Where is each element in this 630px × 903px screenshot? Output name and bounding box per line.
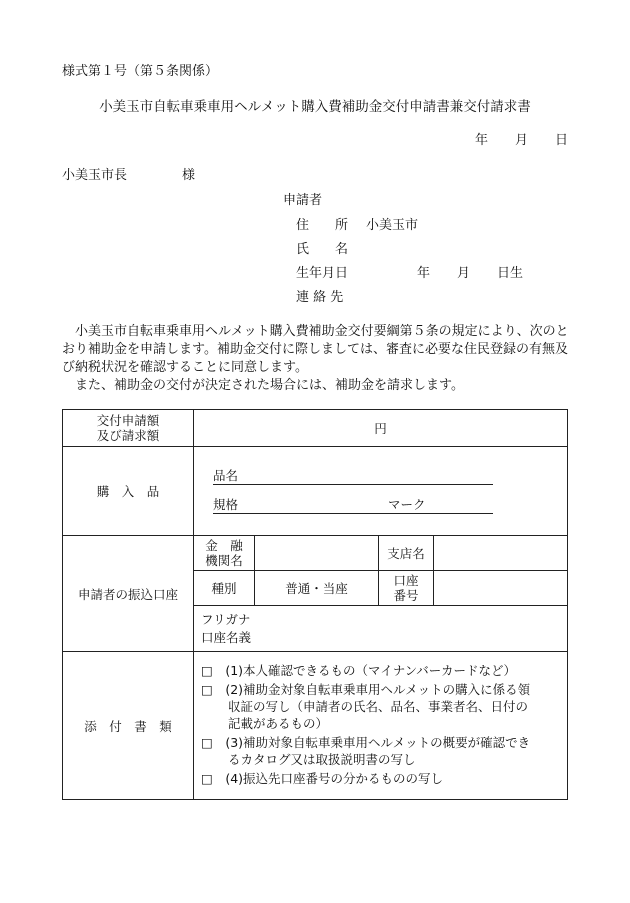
date-month: 月 (515, 133, 529, 148)
checkbox-4[interactable]: □ (201, 771, 213, 786)
bank-label-cell (194, 536, 255, 571)
attachments-list (194, 652, 568, 800)
attachment-4-text: (4)振込先口座番号の分かるものの写し (225, 771, 444, 786)
attachment-2-text-c: 記載があるもの） (228, 716, 329, 731)
bank-label-2: 機関名 (205, 553, 243, 568)
attachment-3-text-a: (3)補助対象自転車乗車用ヘルメットの概要が確認でき (225, 735, 531, 750)
spec-label: 規格 (213, 497, 239, 512)
branch-input[interactable] (434, 536, 568, 571)
checkbox-2[interactable]: □ (201, 682, 213, 697)
purchase-details-cell (194, 447, 568, 536)
attachment-2-text-a: (2)補助金対象自転車乗車用ヘルメットの購入に係る領 (225, 682, 531, 697)
checkbox-3[interactable]: □ (201, 735, 213, 750)
amount-input-cell[interactable] (194, 410, 568, 447)
attachment-1-text: (1)本人確認できるもの（マイナンバーカードなど） (225, 663, 517, 678)
amount-row (63, 410, 568, 447)
type-label: 種別 (194, 571, 255, 606)
addressee-name: 小美玉市長 (62, 168, 128, 183)
contact-label: 連 絡 先 (296, 290, 344, 305)
type-value[interactable]: 普通・当座 (255, 571, 379, 606)
address-label: 住 所 (296, 218, 349, 233)
attachment-item-3 (201, 734, 563, 768)
addressee-honorific: 様 (182, 168, 196, 183)
holder-label: 口座名義 (201, 629, 252, 645)
attachment-item-4 (201, 770, 563, 787)
spec-field[interactable] (213, 497, 493, 514)
checkbox-1[interactable]: □ (201, 663, 213, 678)
body-text (62, 323, 572, 395)
birth-month: 月 (457, 266, 471, 281)
item-name-field[interactable] (213, 468, 493, 485)
birth-label: 生年月日 (296, 266, 349, 281)
account-number-label-cell (379, 571, 434, 606)
birth-year: 年 (417, 266, 431, 281)
mark-label: マーク (388, 497, 426, 512)
attachment-3-text-b: るカタログ又は取扱説明書の写し (228, 752, 416, 767)
body-paragraph-1: 小美玉市自転車乗車用ヘルメット購入費補助金交付要綱第５条の規定により、次のとおり補助金を申請します。補助金交付に際しましては、審査に必要な住民登録の有無及び納税状況を確認することに同意します。 (62, 324, 569, 375)
bank-label-1: 金 融 (205, 538, 243, 553)
applicant-heading: 申請者 (283, 193, 323, 208)
date-year: 年 (475, 133, 489, 148)
account-number-input[interactable] (434, 571, 568, 606)
amount-unit: 円 (374, 421, 387, 436)
amount-label-2: 及び請求額 (96, 428, 160, 443)
attachment-2-text-b: 収証の写し（申請者の氏名、品名、事業者名、日付の (228, 699, 529, 714)
branch-label: 支店名 (379, 536, 434, 571)
account-number-label-1: 口座 (393, 573, 419, 588)
attachment-item-2 (201, 681, 563, 732)
name-label: 氏 名 (296, 242, 349, 257)
bank-input[interactable] (255, 536, 379, 571)
item-name-label: 品名 (213, 468, 239, 483)
account-number-label-2: 番号 (393, 588, 419, 603)
application-table (62, 409, 568, 800)
purchase-row (63, 447, 568, 536)
bank-row (63, 536, 568, 571)
purchase-label: 購 入 品 (63, 447, 194, 536)
form-number: 様式第１号（第５条関係） (62, 64, 219, 79)
amount-label-1: 交付申請額 (96, 413, 160, 428)
address-value: 小美玉市 (366, 218, 419, 233)
holder-cell[interactable] (194, 606, 568, 652)
body-paragraph-2: また、補助金の交付が決定された場合には、補助金を請求します。 (75, 378, 464, 393)
attachments-label: 添 付 書 類 (63, 652, 194, 800)
attachment-item-1 (201, 662, 563, 679)
account-label: 申請者の振込口座 (63, 536, 194, 652)
birth-day: 日生 (497, 266, 524, 281)
furigana-label: フリガナ (201, 611, 251, 627)
attachments-row (63, 652, 568, 800)
date-day: 日 (555, 133, 569, 148)
page-title: 小美玉市自転車乗車用ヘルメット購入費補助金交付申請書兼交付請求書 (99, 99, 531, 115)
amount-label-cell (63, 410, 194, 447)
